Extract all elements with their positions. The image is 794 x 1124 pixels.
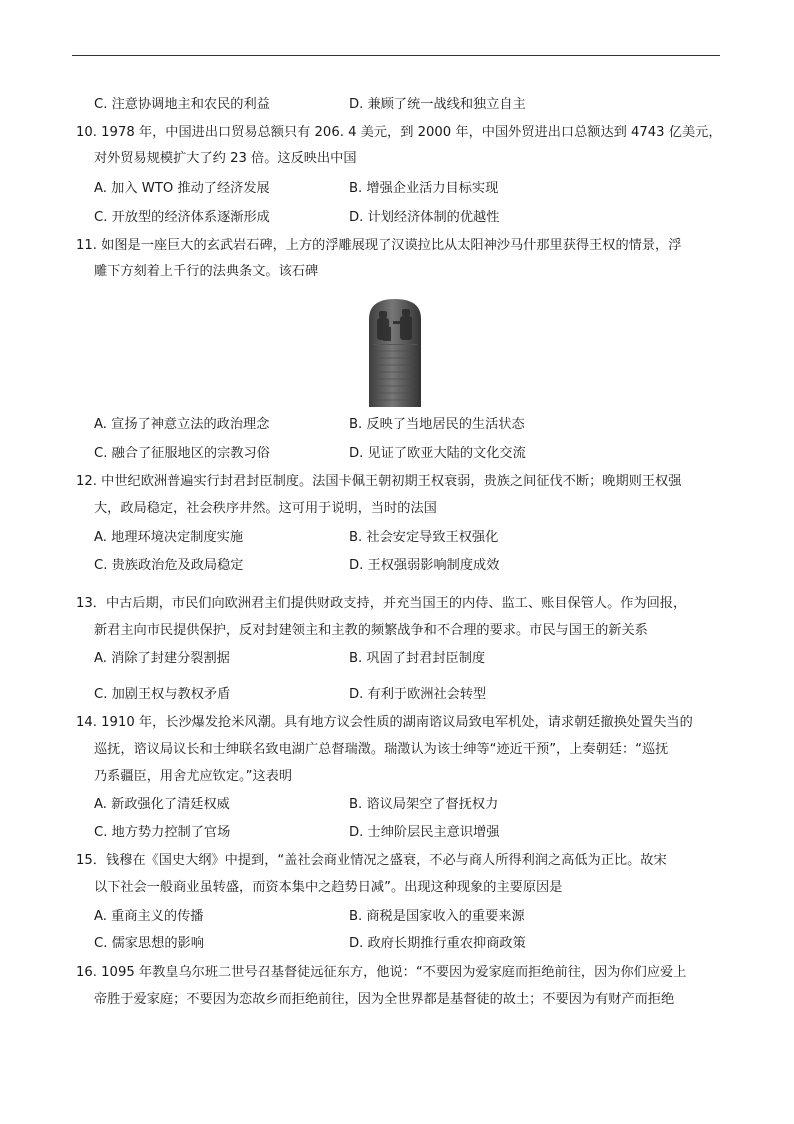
q14-option-c: C. 地方势力控制了官场 <box>94 825 231 840</box>
q15-stem-line1: 15．钱穆在《国史大纲》中提到，“盖社会商业情况之盛衰，不必与商人所得利润之高低为正比。故宋 <box>76 853 667 868</box>
q9-option-d: D. 兼顾了统一战线和独立自主 <box>349 97 526 112</box>
q16-stem-line1: 16. 1095 年教皇乌尔班二世号召基督徒远征东方，他说：“不要因为爱家庭而拒绝前往，因为你们应爱上 <box>76 965 687 980</box>
q15-option-b: B. 商税是国家收入的重要来源 <box>349 909 525 924</box>
q14-stem-line1: 14. 1910 年，长沙爆发抢米风潮。具有地方议会性质的湖南谘议局致电军机处，请求朝廷撤换处置失当的 <box>76 715 693 730</box>
q14-option-a: A. 新政强化了清廷权威 <box>94 797 230 812</box>
q12-option-d: D. 王权强弱影响制度成效 <box>349 558 500 573</box>
q15-option-a: A. 重商主义的传播 <box>94 909 204 924</box>
q15-option-c: C. 儒家思想的影响 <box>94 936 204 951</box>
q10-option-d: D. 计划经济体制的优越性 <box>349 210 500 225</box>
q12-option-a: A. 地理环境决定制度实施 <box>94 530 244 545</box>
q14-option-b: B. 谘议局架空了督抚权力 <box>349 797 499 812</box>
q13-option-d: D. 有利于欧洲社会转型 <box>349 687 487 702</box>
q12-stem-line1: 12. 中世纪欧洲普遍实行封君封臣制度。法国卡佩王朝初期王权衰弱，贵族之间征伐不断；晚期则王权强 <box>76 474 682 489</box>
q14-stem-line3: 乃系疆臣，用舍尤应钦定。”这表明 <box>94 769 293 784</box>
q12-option-c: C. 贵族政治危及政局稳定 <box>94 558 244 573</box>
q11-stem-line2: 雕下方刻着上千行的法典条文。该石碑 <box>94 264 319 279</box>
hammurabi-stele-image <box>363 297 427 407</box>
q11-stem-line1: 11. 如图是一座巨大的玄武岩石碑，上方的浮雕展现了汉谟拉比从太阳神沙马什那里获得王权的情景，浮 <box>76 238 682 253</box>
q11-option-c: C. 融合了征服地区的宗教习俗 <box>94 446 270 461</box>
q12-stem-line2: 大，政局稳定，社会秩序井然。这可用于说明，当时的法国 <box>94 501 437 516</box>
header-rule <box>72 55 720 56</box>
q15-stem-line2: 以下社会一般商业虽转盛，而资本集中之趋势日减”。出现这种现象的主要原因是 <box>94 880 563 895</box>
q10-option-b: B. 增强企业活力目标实现 <box>349 181 499 196</box>
q13-option-a: A. 消除了封建分裂割据 <box>94 651 230 666</box>
q9-option-c: C. 注意协调地主和农民的利益 <box>94 97 270 112</box>
q13-stem-line1: 13．中古后期，市民们向欧洲君主们提供财政支持，并充当国王的内侍、监工、账目保管人。作为回报， <box>76 596 687 611</box>
q16-stem-line2: 帝胜于爱家庭；不要因为恋故乡而拒绝前往，因为全世界都是基督徒的故土；不要因为有财产而拒绝 <box>94 992 675 1007</box>
q11-option-d: D. 见证了欧亚大陆的文化交流 <box>349 446 526 461</box>
q11-option-a: A. 宣扬了神意立法的政治理念 <box>94 417 270 432</box>
q12-option-b: B. 社会安定导致王权强化 <box>349 530 499 545</box>
q11-option-b: B. 反映了当地居民的生活状态 <box>349 417 525 432</box>
q10-stem-line2: 对外贸易规模扩大了约 23 倍。这反映出中国 <box>94 151 357 166</box>
q10-option-a: A. 加入 WTO 推动了经济发展 <box>94 181 270 196</box>
q10-option-c: C. 开放型的经济体系逐渐形成 <box>94 210 270 225</box>
q13-stem-line2: 新君主向市民提供保护，反对封建领主和主教的频繁战争和不合理的要求。市民与国王的新关系 <box>94 623 648 638</box>
q14-option-d: D. 士绅阶层民主意识增强 <box>349 825 500 840</box>
q15-option-d: D. 政府长期推行重农抑商政策 <box>349 936 526 951</box>
q10-stem-line1: 10. 1978 年，中国进出口贸易总额只有 206. 4 美元，到 2000 年，中国外贸进出口总额达到 4743 亿美元， <box>76 125 722 140</box>
q14-stem-line2: 巡抚，谘议局议长和士绅联名致电湖广总督瑞澂。瑞澂认为该士绅等“迹近干预”，上奏朝廷：“巡抚 <box>94 742 669 757</box>
q13-option-c: C. 加剧王权与教权矛盾 <box>94 687 231 702</box>
q13-option-b: B. 巩固了封君封臣制度 <box>349 651 486 666</box>
